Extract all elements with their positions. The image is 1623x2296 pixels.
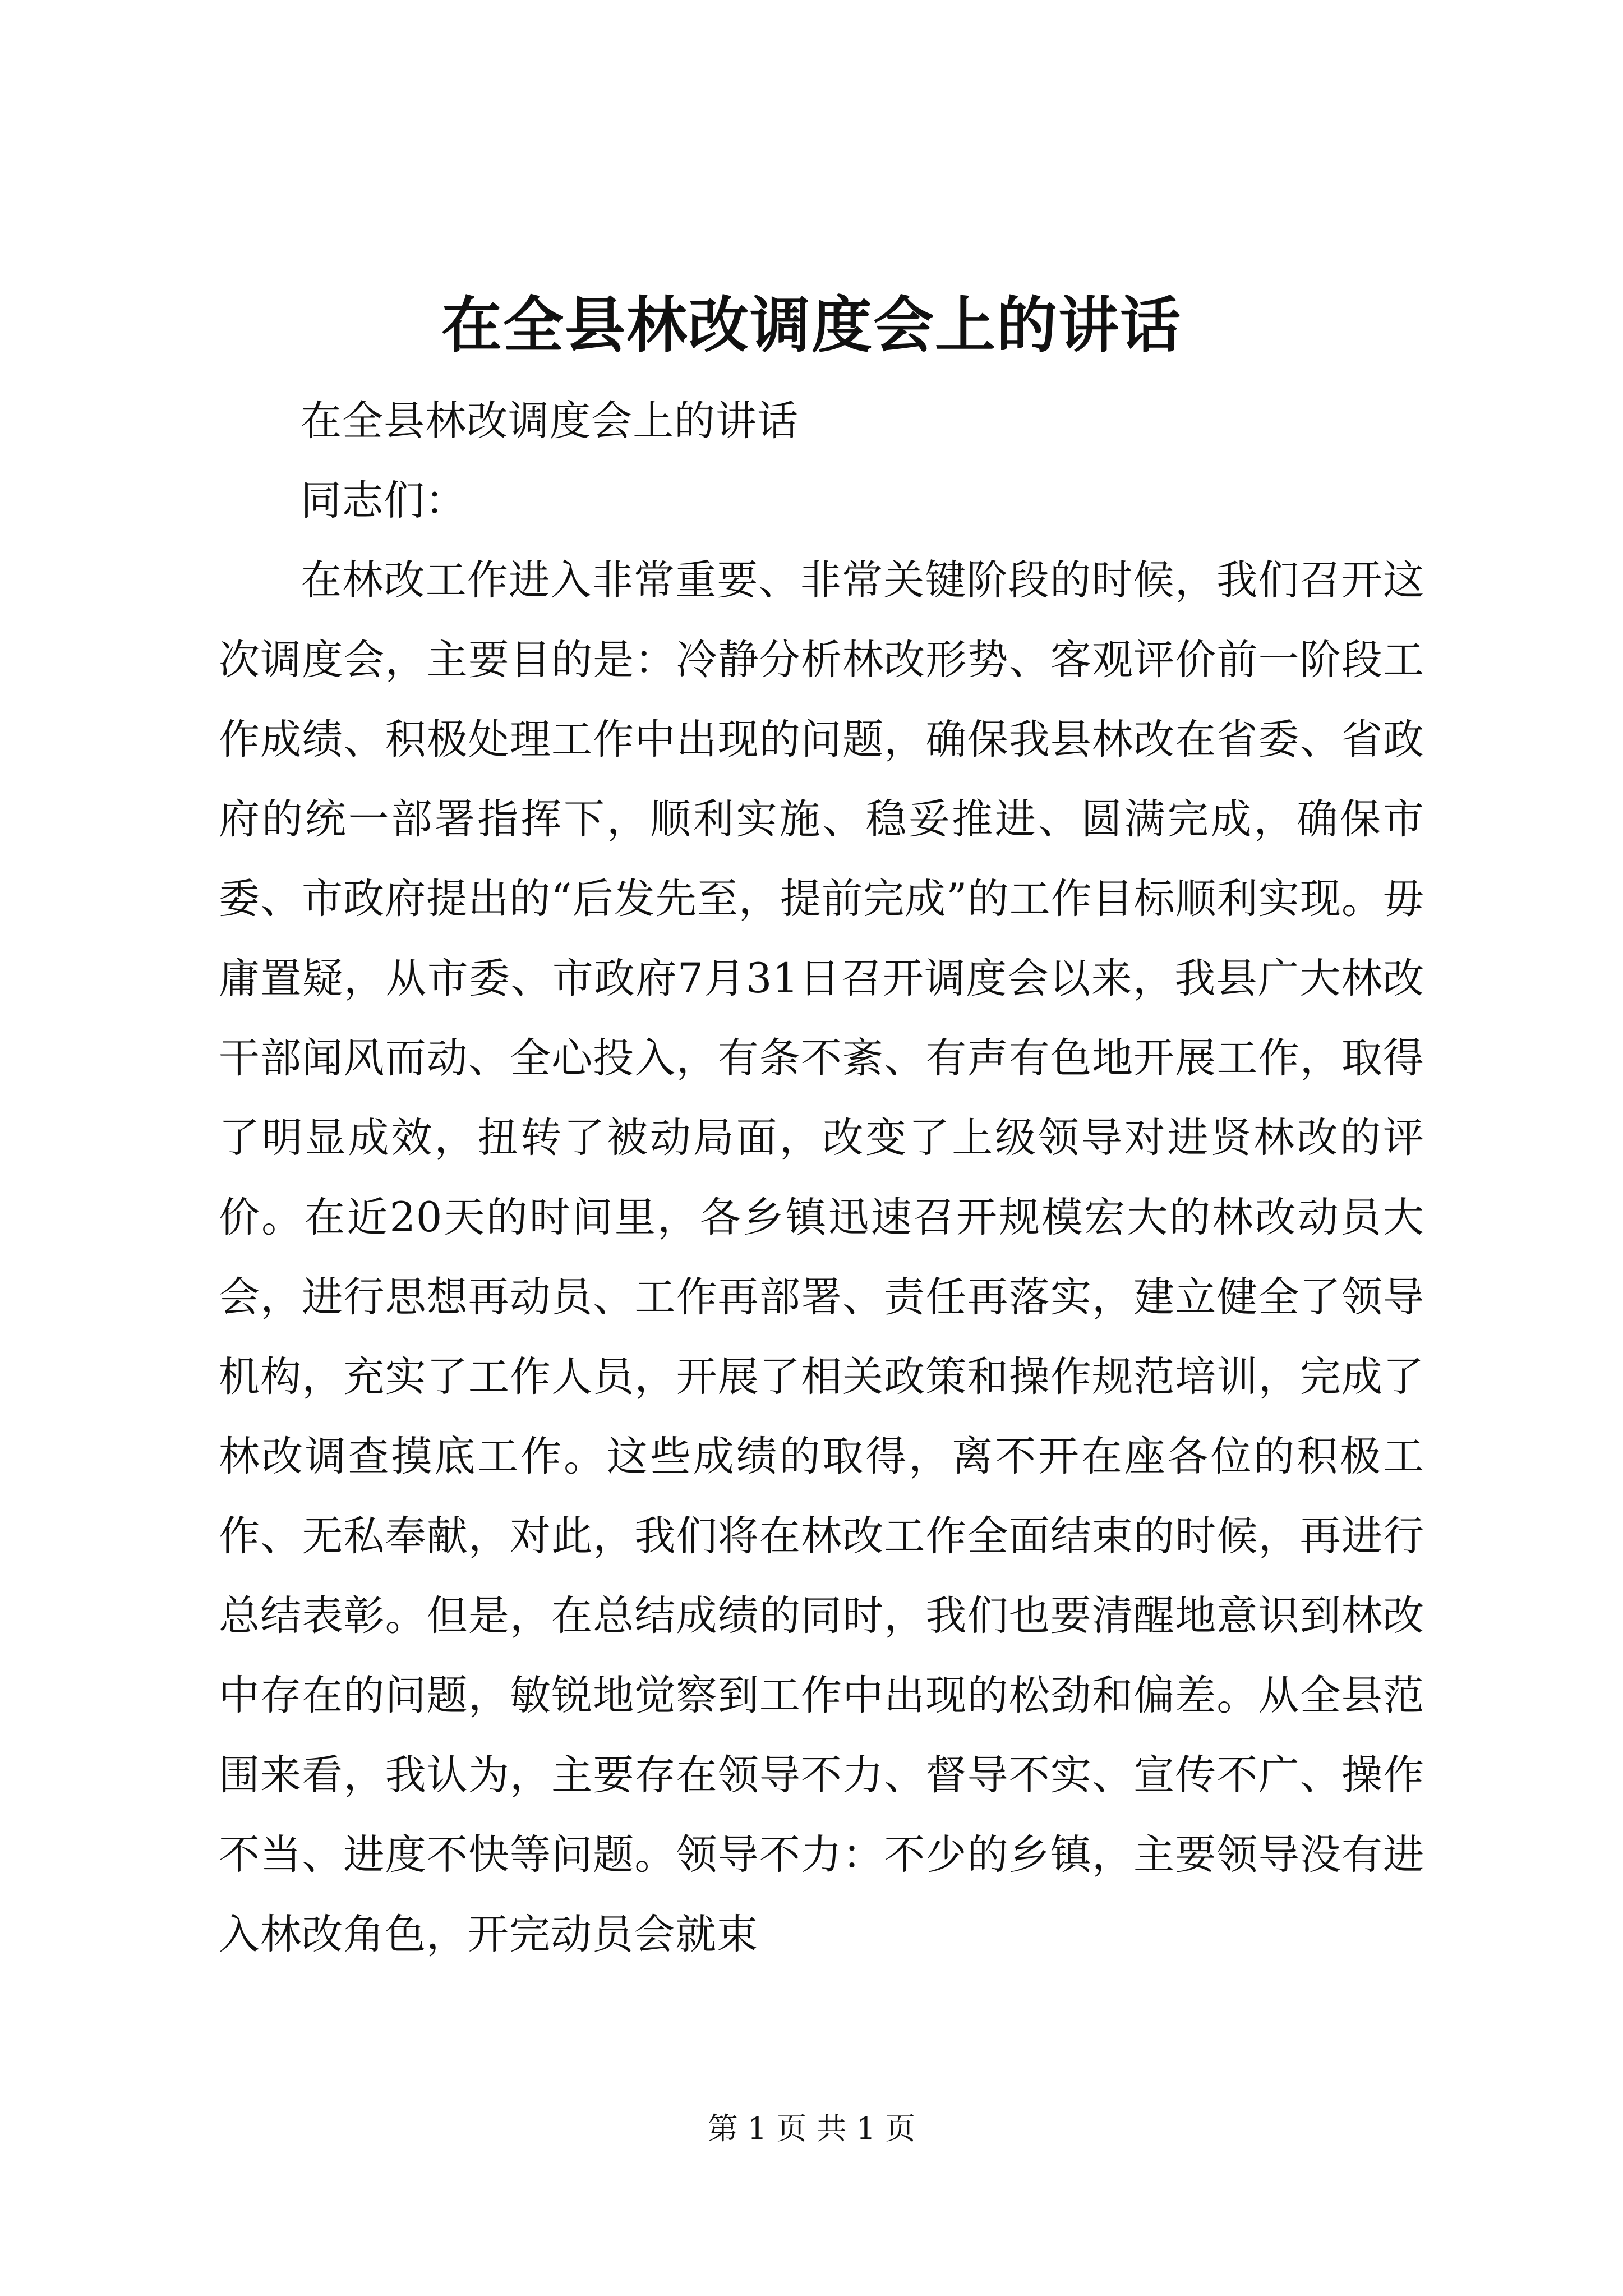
document-body (219, 381, 1424, 1975)
salutation-paragraph: 同志们： (301, 477, 467, 524)
page-number-footer: 第 1 页 共 1 页 (707, 2111, 916, 2146)
body-paragraph: 在林改工作进入非常重要、非常关键阶段的时候，我们召开这次调度会，主要目的是：冷静分析林改形势、客观评价前一阶段工作成绩、积极处理工作中出现的问题，确保我县林改在省委、省政府的统一部署指挥下，顺利实施、稳妥推进、圆满完成，确保市委、市政府提出的“后发先至，提前完成”的工作目标顺利实现。毋庸置疑，从市委、市政府7月31日召开调度会以来，我县广大林改干部闻风而动、全心投入，有条不紊、有声有色地开展工作，取得了明显成效，扭转了被动局面，改变了上级领导对进贤林改的评价。在近20天的时间里，各乡镇迅速召开规模宏大的林改动员大会，进行思想再动员、工作再部署、责任再落实，建立健全了领导机构，充实了工作人员，开展了相关政策和操作规范培训，完成了林改调查摸底工作。这些成绩的取得，离不开在座各位的积极工作、无私奉献，对此，我们将在林改工作全面结束的时候，再进行总结表彰。但是，在总结成绩的同时，我们也要清醒地意识到林改中存在的问题，敏锐地觉察到工作中出现的松劲和偏差。从全县范围来看，我认为，主要存在领导不力、督导不实、宣传不广、操作不当、进度不快等问题。领导不力：不少的乡镇，主要领导没有进入林改角色，开完动员会就束 (219, 556, 1424, 1958)
subtitle-paragraph: 在全县林改调度会上的讲话 (301, 397, 799, 445)
document-title: 在全县林改调度会上的讲话 (441, 290, 1182, 361)
